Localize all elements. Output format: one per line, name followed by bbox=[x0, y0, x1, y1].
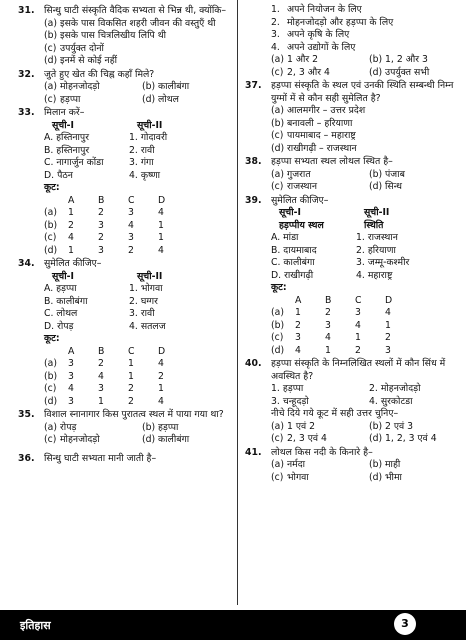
options-row: (c) मोहनजोदड़ो (d) कालीबंगा bbox=[44, 434, 190, 445]
list-subheader: हड़प्पीय स्थल स्थिति bbox=[279, 219, 384, 231]
question-34: 34. सुमेलित कीजिए– bbox=[18, 258, 102, 269]
code-label: कूट: bbox=[44, 182, 60, 193]
question-35: 35. विशाल स्नानागार किस पुरातत्व स्थल में पाया गया था? bbox=[18, 409, 224, 420]
code-row: (b) 2 3 4 1 bbox=[44, 219, 164, 231]
options-row: (a) 1 और 2 (b) 1, 2 और 3 bbox=[271, 54, 428, 65]
question-36: 36. सिन्धु घाटी सभ्यता मानी जाती है– bbox=[18, 452, 157, 464]
left-column bbox=[18, 4, 240, 465]
option-b: (b) बनावली – हरियाणा bbox=[271, 117, 353, 129]
column-divider bbox=[237, 0, 238, 605]
options-row: (a) मोहनजोदड़ो (b) कालीबंगा bbox=[44, 81, 190, 92]
list-row: A. हड़प्पा 1. भोगवा bbox=[44, 283, 163, 294]
options-row: (a) 1 एवं 2 (b) 2 एवं 3 bbox=[271, 420, 414, 432]
option-a: (a) इसके पास विकसित शहरी जीवन की वस्तुएँ थी bbox=[44, 17, 216, 29]
list-row: D. पैठन 4. कृष्णा bbox=[44, 169, 161, 181]
code-row: (c) 4 3 2 1 bbox=[44, 383, 164, 394]
options-row: (a) नर्मदा (b) माही bbox=[271, 459, 401, 470]
subject-title: इतिहास bbox=[20, 619, 51, 632]
list-header: सूची-I सूची-II bbox=[52, 119, 163, 131]
question-41: 41. लोथल किस नदी के किनारे है– bbox=[245, 446, 373, 458]
code-row: (a) 1 2 3 4 bbox=[44, 207, 164, 218]
code-row: (d) 3 1 2 4 bbox=[44, 395, 164, 407]
code-grid bbox=[245, 295, 466, 358]
options-row: (a) गुजरात (b) पंजाब bbox=[271, 168, 405, 180]
code-grid bbox=[18, 346, 240, 409]
code-header: A B C D bbox=[68, 345, 166, 357]
option-c: (c) पायमाबाद – महाराष्ट्र bbox=[271, 130, 356, 141]
option-c: (c) उपर्युक्त दोनों bbox=[44, 42, 104, 54]
option-a: (a) आलमगीर – उत्तर प्रदेश bbox=[271, 105, 366, 116]
options-row: (c) हड़प्पा (d) लोथल bbox=[44, 93, 179, 105]
page-footer bbox=[0, 610, 466, 640]
code-row: (c) 3 4 1 2 bbox=[271, 332, 391, 343]
options-row: (c) राजस्थान (d) सिन्ध bbox=[271, 181, 402, 192]
code-header: A B C D bbox=[295, 294, 393, 306]
code-row: (c) 4 2 3 1 bbox=[44, 232, 164, 243]
options-row: (c) भोगवा (d) भीमा bbox=[271, 471, 402, 483]
list-header: सूची-I सूची-II bbox=[52, 270, 163, 282]
option-d: (d) इनमें से कोई नहीं bbox=[44, 55, 118, 66]
question-32: 32. जुते हुए खेत की चिह्न कहाँ मिले? bbox=[18, 68, 155, 80]
right-column bbox=[245, 4, 466, 484]
list-row: C. लोथल 3. रावी bbox=[44, 308, 155, 319]
code-header: A B C D bbox=[68, 194, 166, 206]
option-b: (b) इसके पास चित्रलिखीय लिपि थी bbox=[44, 30, 167, 41]
statement-row: 1. हड़प्पा 2. मोहनजोदड़ो bbox=[271, 383, 421, 394]
list-row: D. रोपड़ 4. सतलज bbox=[44, 320, 166, 332]
page-number: 3 bbox=[394, 613, 416, 635]
statement: 2. मोहनजोदड़ो और हड़प्पा के लिए bbox=[271, 16, 394, 28]
list-row: A. मांडा 1. राजस्थान bbox=[271, 232, 398, 243]
list-row: A. हस्तिनापुर 1. गोदावरी bbox=[44, 132, 168, 143]
list-row: B. दायमाबाद 2. हरियाणा bbox=[271, 244, 396, 256]
question-38: 38. हड़प्पा सभ्यता स्थल लोथल स्थित है– bbox=[245, 156, 393, 167]
instruction: नीचे दिये गये कूट में सही उत्तर चुनिए– bbox=[271, 408, 399, 419]
option-d: (d) राखीगढ़ी – राजस्थान bbox=[271, 142, 357, 154]
question-37: 37. हड़प्पा संस्कृति के स्थल एवं उनकी स्थिति सम्बन्धी निम्न युग्मों में से कौन सही सुमेलित है? bbox=[245, 80, 454, 104]
list-header: सूची-I सूची-II bbox=[279, 207, 390, 218]
statement: 1. अपने नियोजन के लिए bbox=[271, 4, 362, 15]
statement: 3. अपने कृषि के लिए bbox=[271, 29, 350, 40]
statement-row: 3. चन्हूदड़ो 4. सुरकोटडा bbox=[271, 395, 413, 407]
code-row: (b) 2 3 4 1 bbox=[271, 319, 391, 331]
question-33: 33. मिलान करें– bbox=[18, 107, 85, 118]
list-row: C. कालीबंगा 3. जम्मू-कश्मीर bbox=[271, 257, 410, 268]
code-row: (b) 3 4 1 2 bbox=[44, 370, 164, 382]
question-39: 39. सुमेलित कीजिए– bbox=[245, 194, 329, 206]
code-row: (d) 1 3 2 4 bbox=[44, 244, 164, 256]
question-31: 31. सिन्धु घाटी संस्कृति वैदिक सभ्यता से भिन्न थी, क्योंकि– bbox=[18, 5, 227, 16]
options-row: (c) 2, 3 एवं 4 (d) 1, 2, 3 एवं 4 bbox=[271, 433, 437, 444]
code-label: कूट: bbox=[44, 333, 60, 344]
code-row: (d) 4 1 2 3 bbox=[271, 344, 391, 356]
list-row: C. नागार्जुन कोंडा 3. गंगा bbox=[44, 157, 154, 168]
code-row: (a) 1 2 3 4 bbox=[271, 307, 391, 318]
question-40: 40. हड़प्पा संस्कृति के निम्नलिखित स्थलों में कौन सिंध में अवस्थित है? bbox=[245, 358, 446, 382]
options-row: (c) 2, 3 और 4 (d) उपर्युक्त सभी bbox=[271, 66, 430, 78]
list-row: B. कालीबंगा 2. घग्गर bbox=[44, 295, 158, 307]
code-grid bbox=[18, 195, 240, 258]
list-row: B. हस्तिनापुर 2. रावी bbox=[44, 144, 155, 156]
list-row: D. राखीगढ़ी 4. महाराष्ट्र bbox=[271, 269, 393, 281]
code-label: कूट: bbox=[271, 282, 287, 293]
code-row: (a) 3 2 1 4 bbox=[44, 358, 164, 369]
options-row: (a) रोपड़ (b) हड़प्पा bbox=[44, 421, 179, 433]
statement: 4. अपने उद्योगों के लिए bbox=[271, 41, 356, 53]
